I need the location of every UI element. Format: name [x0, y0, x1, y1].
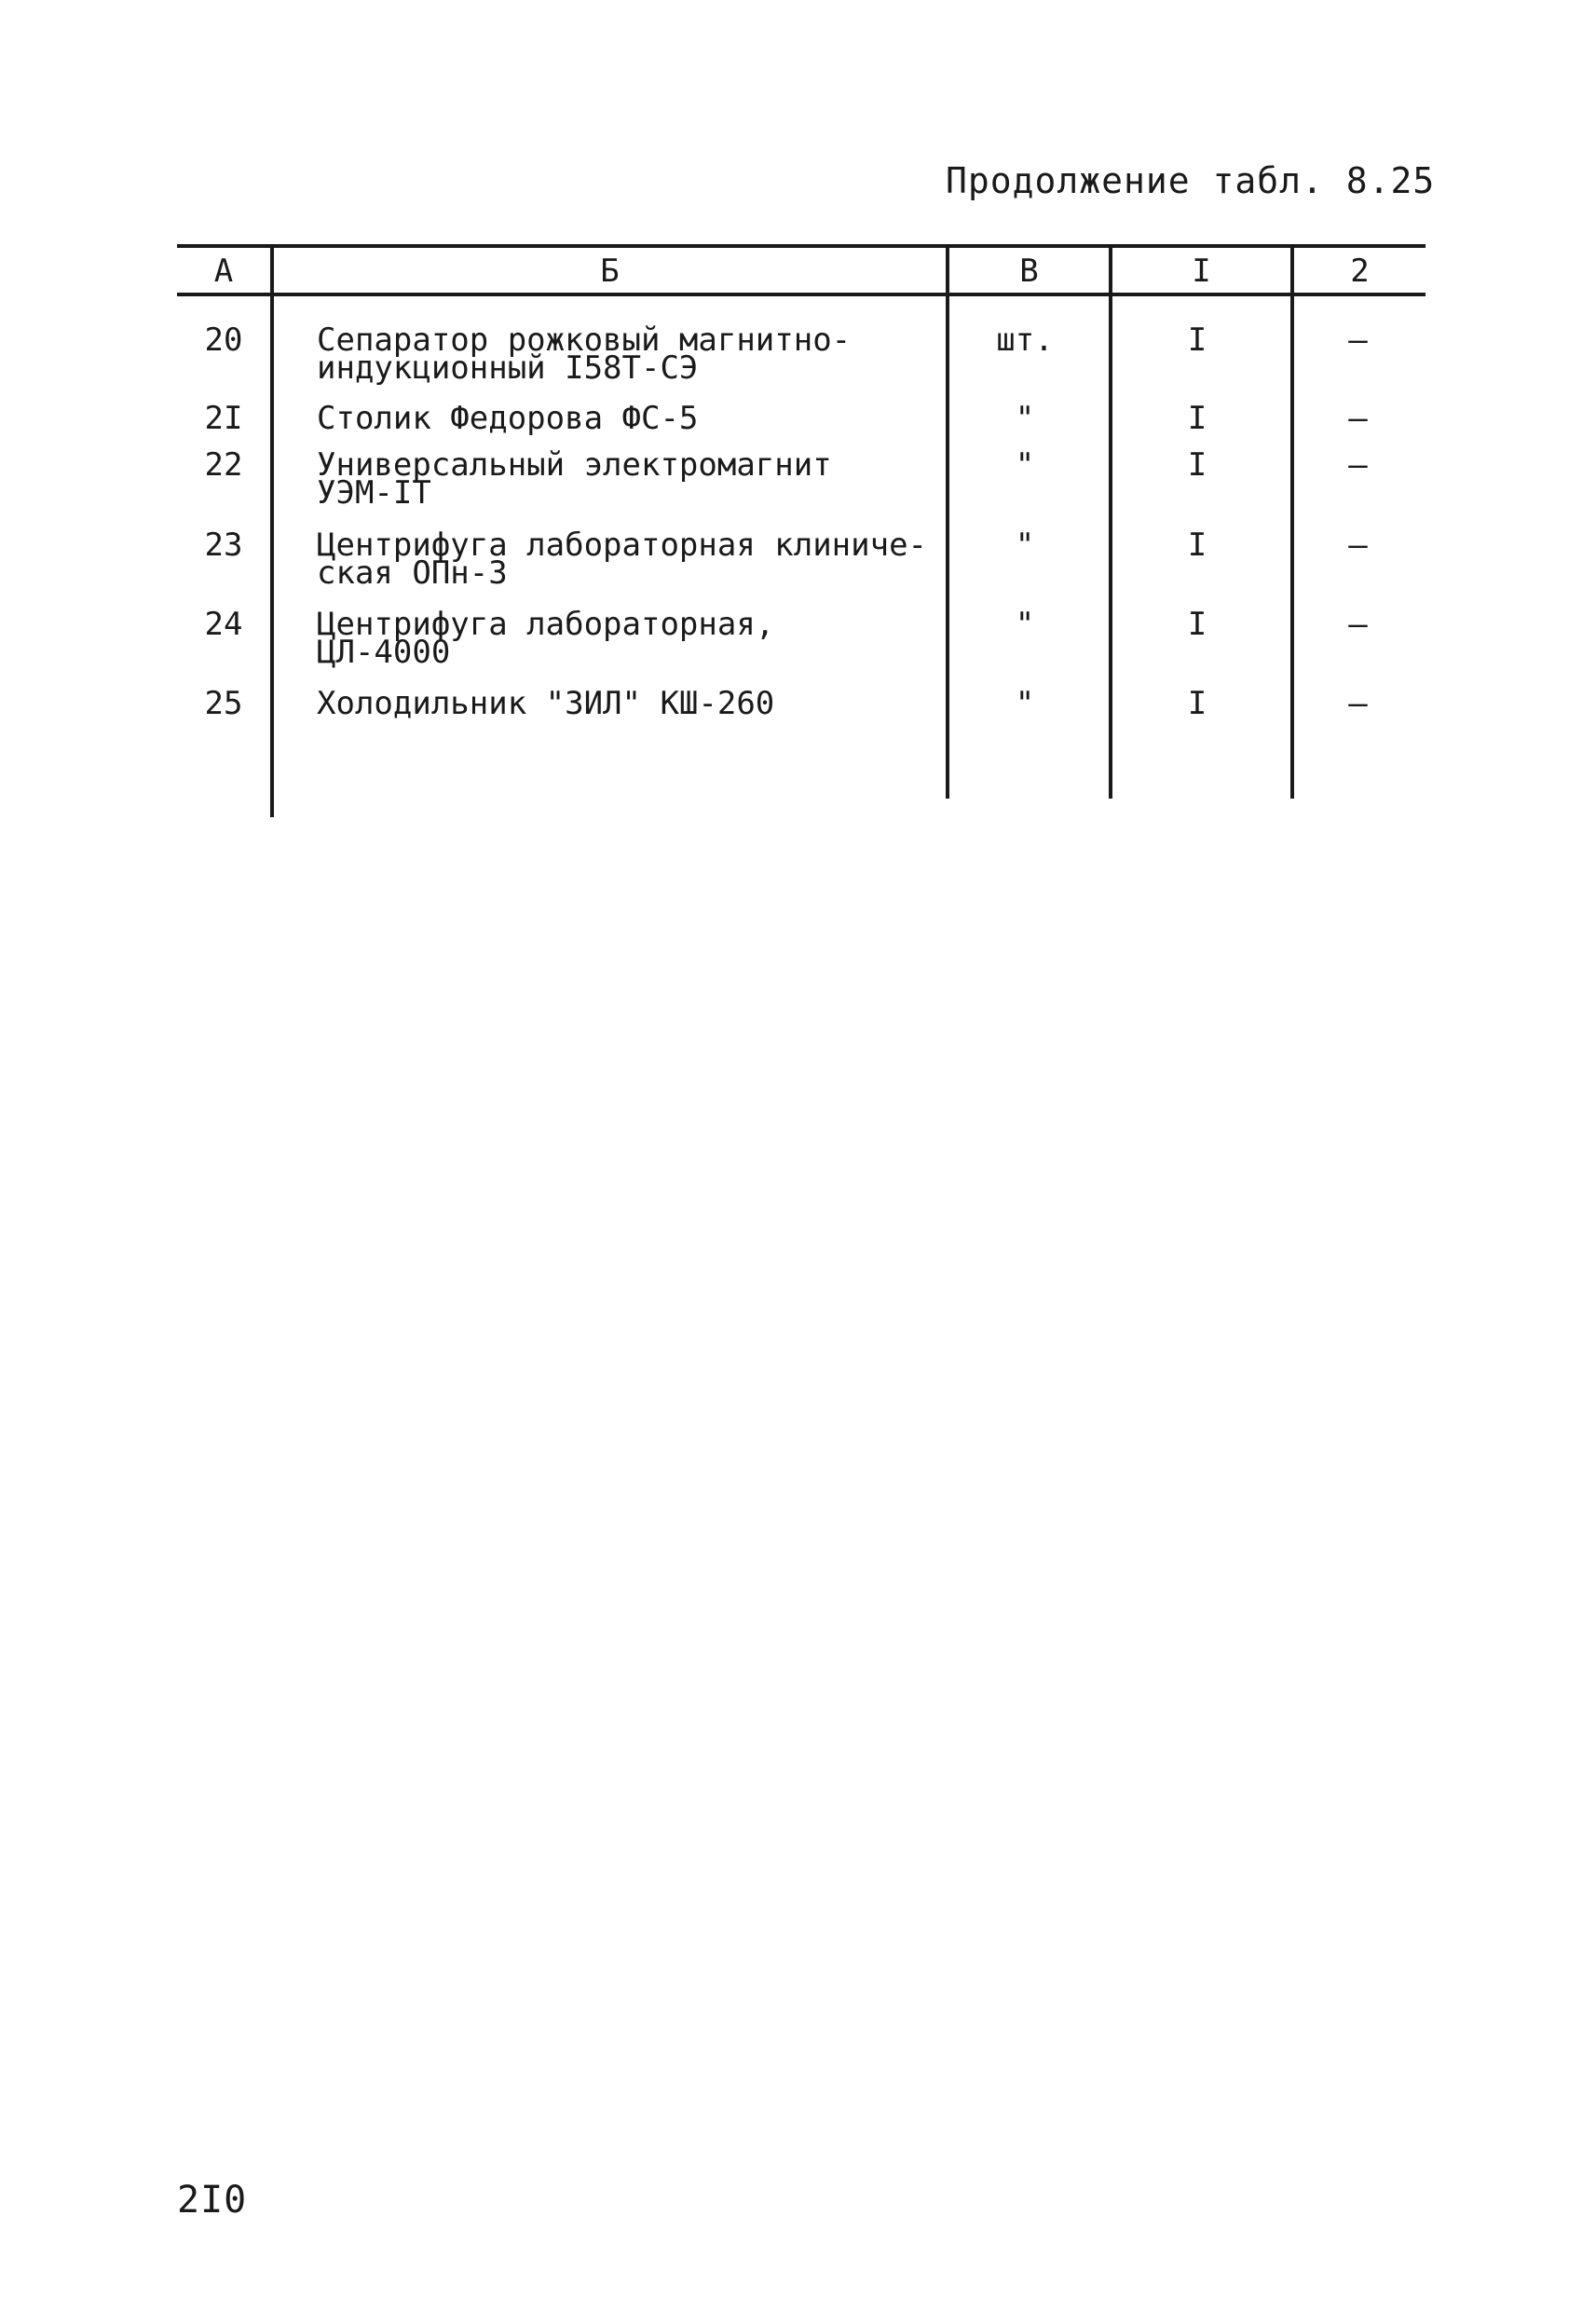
- item-quantity-1: I: [1187, 685, 1207, 722]
- item-name: Центрифуга лабораторная, ЦЛ-4000: [317, 606, 775, 671]
- table-caption: Продолжение табл. 8.25: [946, 160, 1436, 201]
- row-number: 24: [204, 606, 243, 643]
- item-name: Холодильник "ЗИЛ" КШ-260: [317, 685, 775, 722]
- item-unit: ": [1015, 526, 1035, 564]
- header-cell-v: В: [1019, 253, 1039, 290]
- row-number: 25: [204, 685, 243, 722]
- item-quantity-2: –: [1348, 446, 1368, 484]
- table-top-rule: [177, 244, 1425, 248]
- equipment-table: [177, 244, 1425, 822]
- item-unit: ": [1015, 606, 1035, 643]
- header-cell-b: Б: [600, 253, 620, 290]
- row-number: 22: [204, 446, 243, 484]
- item-quantity-1: I: [1187, 400, 1207, 437]
- item-name: Центрифуга лабораторная клиниче- ская ОПн-3: [317, 526, 928, 592]
- item-unit: ": [1015, 446, 1035, 484]
- row-number: 23: [204, 526, 243, 564]
- column-divider-a-b: [270, 244, 274, 817]
- item-quantity-2: –: [1348, 400, 1368, 437]
- header-cell-a: А: [213, 253, 234, 290]
- item-name: Универсальный электромагнит УЭМ-IТ: [317, 446, 832, 512]
- item-name: Сепаратор рожковый магнитно- индукционный I58Т-СЭ: [317, 321, 852, 387]
- item-name: Столик Федорова ФС-5: [317, 400, 699, 437]
- item-quantity-1: I: [1187, 526, 1207, 564]
- item-quantity-1: I: [1187, 321, 1207, 359]
- header-cell-1: I: [1192, 253, 1211, 290]
- table-header-rule: [177, 293, 1425, 296]
- header-cell-2: 2: [1350, 253, 1370, 290]
- item-quantity-2: –: [1348, 526, 1368, 564]
- item-unit: шт.: [996, 321, 1054, 359]
- item-quantity-1: I: [1187, 446, 1207, 484]
- page-number: 2I0: [177, 2179, 248, 2222]
- row-number: 20: [204, 321, 243, 359]
- item-quantity-2: –: [1348, 685, 1368, 722]
- item-quantity-1: I: [1187, 606, 1207, 643]
- item-unit: ": [1015, 685, 1035, 722]
- item-unit: ": [1015, 400, 1035, 437]
- item-quantity-2: –: [1348, 606, 1368, 643]
- row-number: 2I: [204, 400, 243, 437]
- item-quantity-2: –: [1348, 321, 1368, 359]
